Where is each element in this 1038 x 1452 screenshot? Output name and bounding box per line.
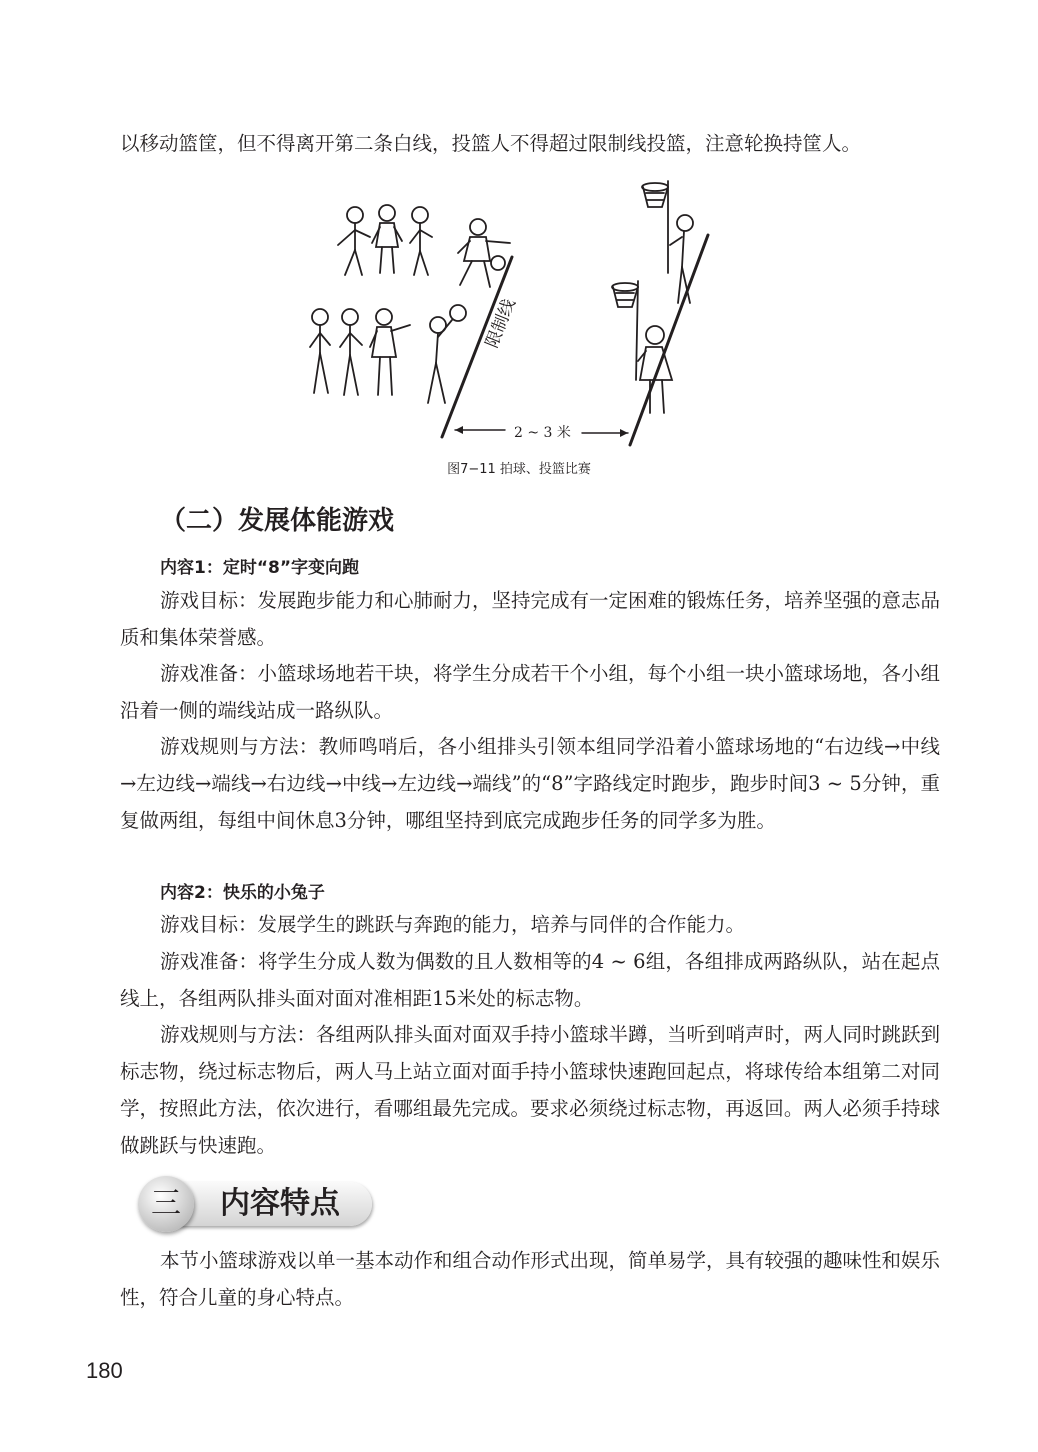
section3-heading — [138, 1176, 376, 1232]
content1-prep: 游戏准备：小篮球场地若干块，将学生分成若干个小组，每个小组一块小篮球场地，各小组沿着一侧的端线站成一路纵队。 — [120, 662, 941, 722]
features-paragraph: 本节小篮球游戏以单一基本动作和组合动作形式出现，简单易学，具有较强的趣味性和娱乐性，符合儿童的身心特点。 — [120, 1249, 941, 1309]
second-line — [630, 235, 708, 445]
limit-line-label: 限制线 — [482, 296, 520, 351]
hoop-holder — [642, 181, 693, 303]
distance-label: 2 ~ 3 米 — [514, 425, 571, 441]
section3-title: 内容特点 — [220, 1186, 340, 1221]
content1-title: 内容1：定时“8”字变向跑 — [160, 558, 360, 578]
content2-goal: 游戏目标：发展学生的跳跃与奔跑的能力，培养与同伴的合作能力。 — [160, 913, 746, 936]
content2-title: 内容2：快乐的小兔子 — [160, 883, 325, 903]
content1-rules: 游戏规则与方法：教师鸣哨后，各小组排头引领本组同学沿着小篮球场地的“右边线→中线→左边线→端线→右边线→中线→左边线→端线”的“8”字路线定时跑步，跑步时间3 ~ 5分钟，重复做两组，每组中间休息3分钟，哪组坚持到底完成跑步任务的同学多为胜。 — [120, 735, 940, 832]
hoop-holder — [612, 281, 672, 413]
kid-figure — [310, 309, 330, 393]
kid-figure — [338, 207, 370, 275]
basketball-drill-drawing — [300, 175, 720, 450]
figure-illustration — [300, 175, 720, 450]
section-heading: （二）发展体能游戏 — [160, 506, 395, 536]
intro-paragraph: 以移动篮筐，但不得离开第二条白线，投篮人不得超过限制线投篮，注意轮换持筐人。 — [120, 132, 862, 155]
kid-figure — [410, 207, 432, 275]
dribbling-kid — [458, 219, 510, 287]
content2-rules: 游戏规则与方法：各组两队排头面对面双手持小篮球半蹲，当听到哨声时，两人同时跳跃到标志物，绕过标志物后，两人马上站立面对面手持小篮球快速跑回起点，将球传给本组第二对同学，按照此方法，依次进行，看哪组最先完成。要求必须绕过标志物，再返回。两人必须手持球做跳跃与快速跑。 — [120, 1023, 941, 1157]
figure-caption: 图7−11 拍球、投篮比赛 — [447, 462, 591, 477]
section3-number: 三 — [138, 1176, 194, 1232]
kid-figure — [372, 205, 402, 273]
content2-prep: 游戏准备：将学生分成人数为偶数的且人数相等的4 ~ 6组，各组排成两路纵队，站在起点线上，各组两队排头面对面对准相距15米处的标志物。 — [120, 950, 940, 1010]
page-number: 180 — [86, 1358, 123, 1383]
kid-figure — [340, 309, 362, 395]
kid-figure — [370, 309, 410, 395]
content1-goal: 游戏目标：发展跑步能力和心肺耐力，坚持完成有一定困难的锻炼任务，培养坚强的意志品质和集体荣誉感。 — [120, 589, 941, 649]
